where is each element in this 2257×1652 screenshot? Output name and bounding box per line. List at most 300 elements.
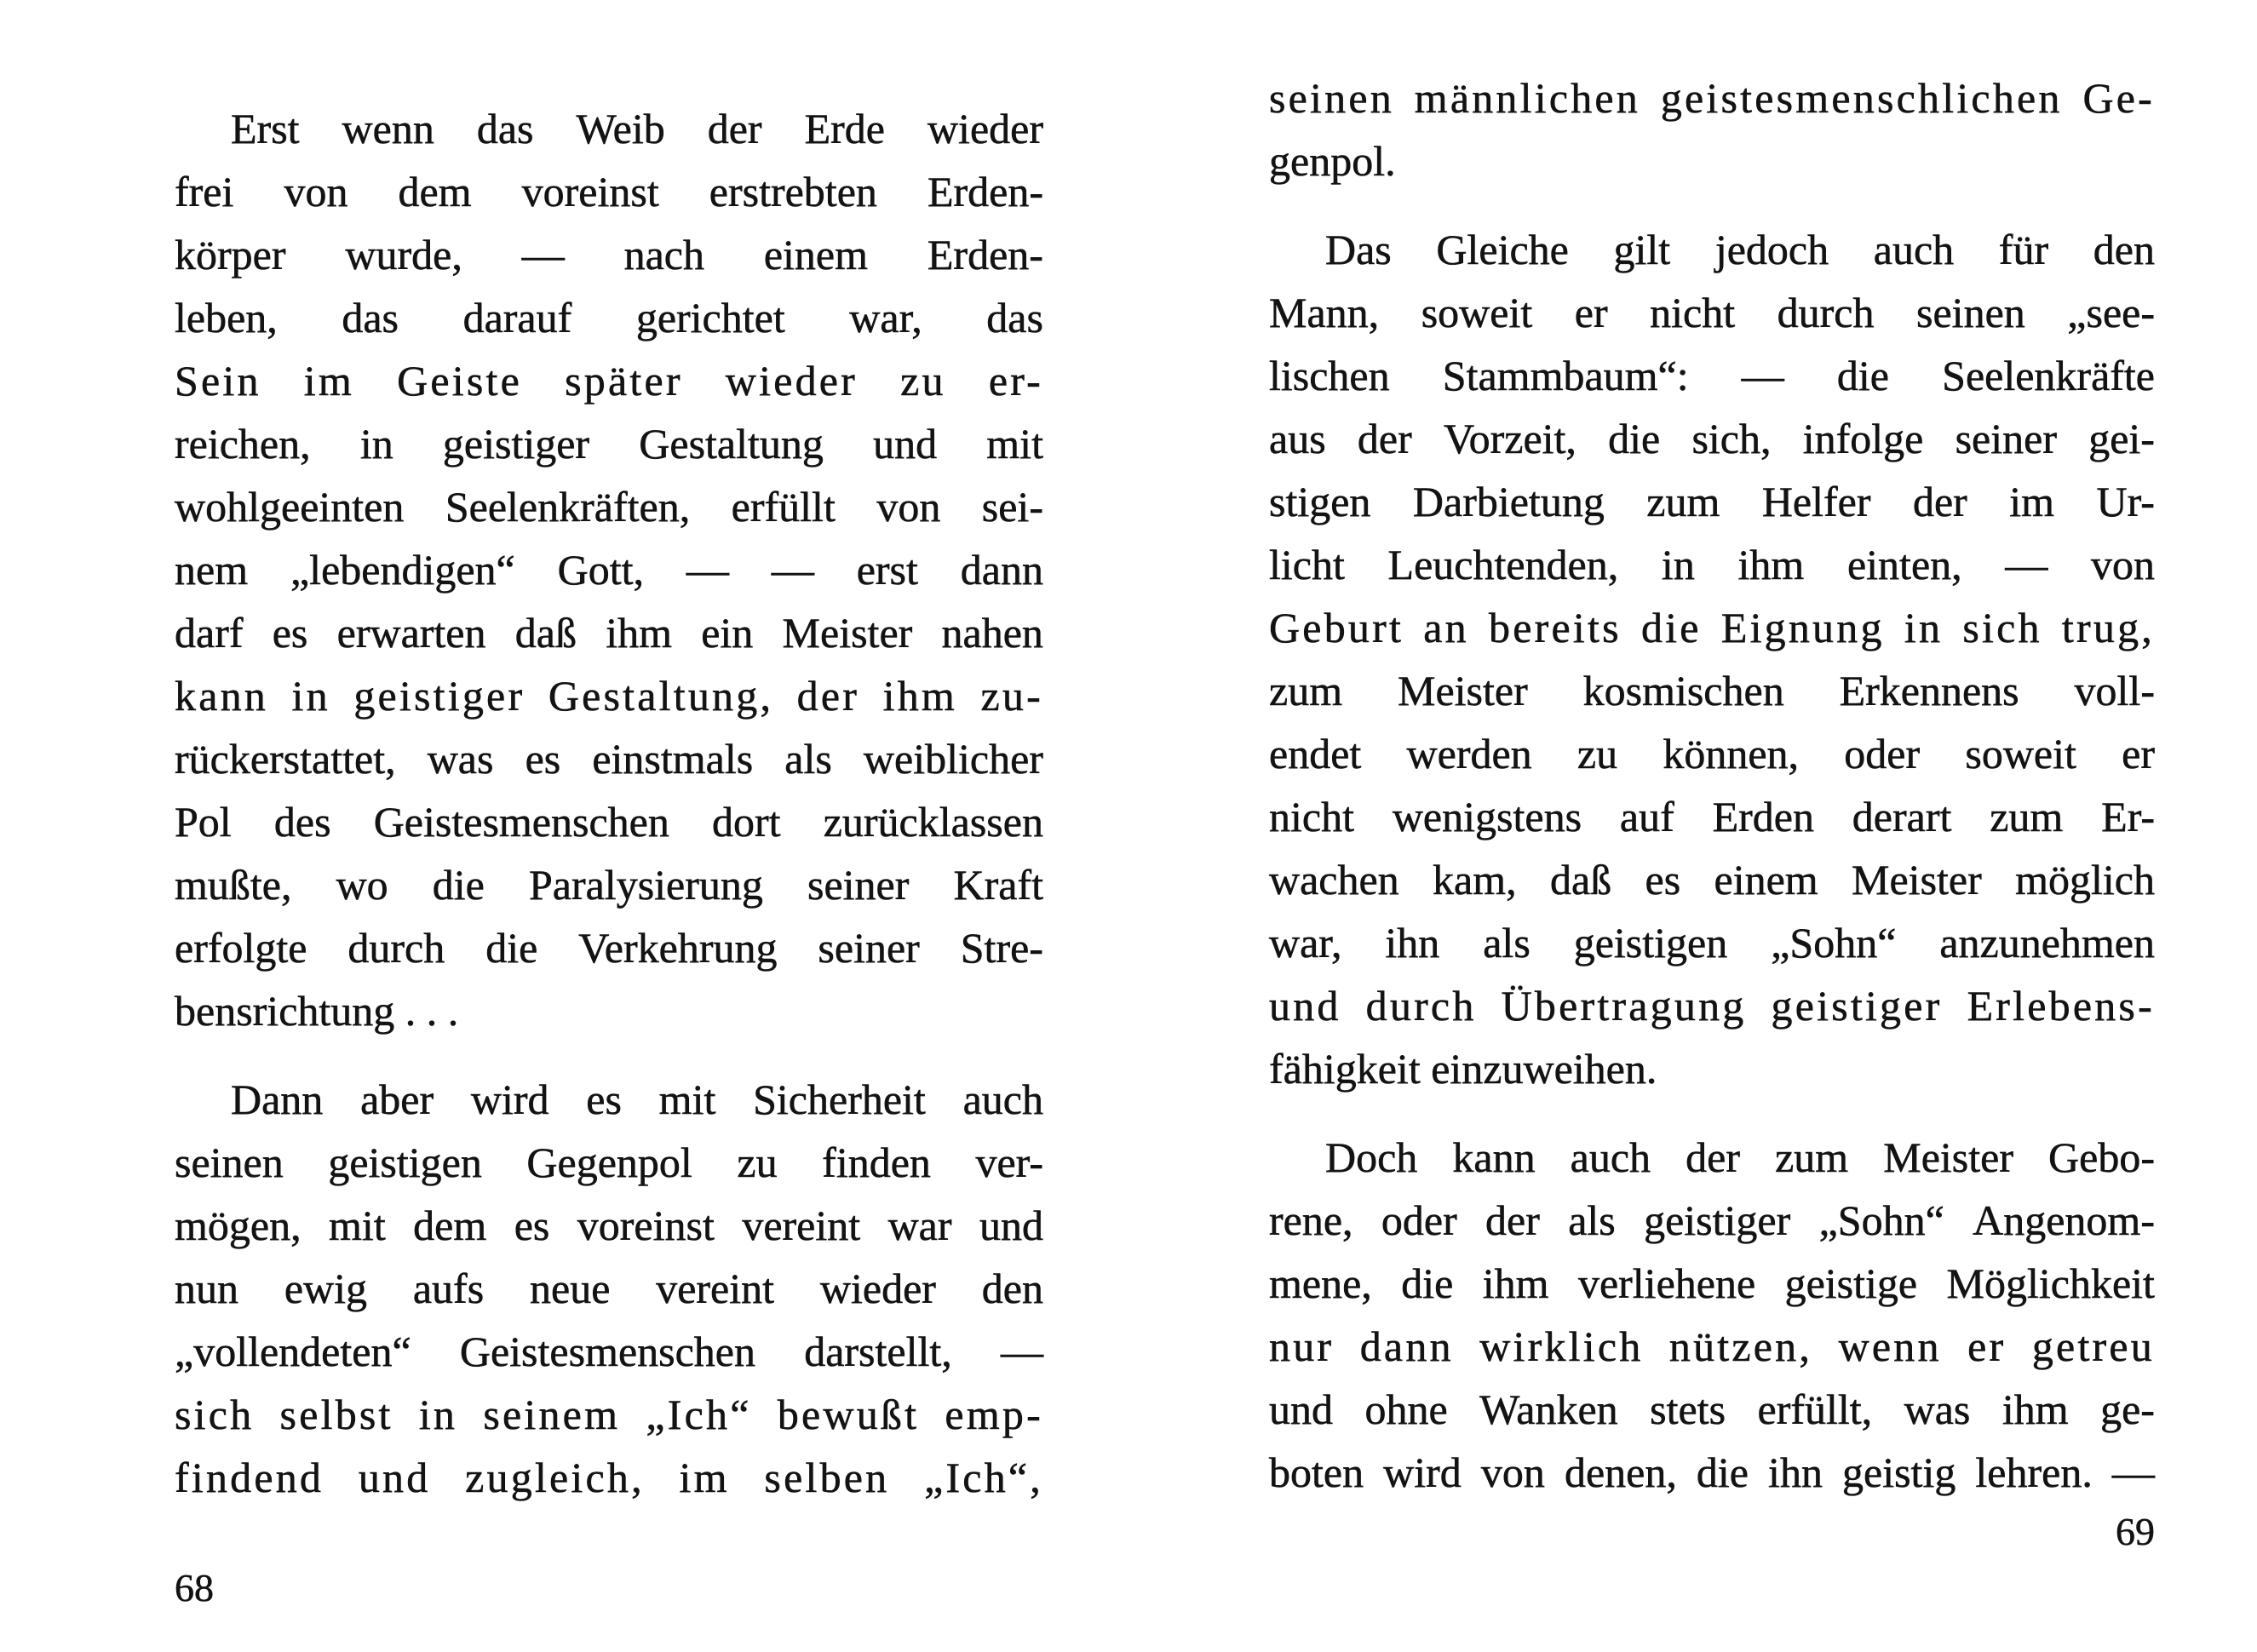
word: des — [273, 798, 331, 846]
word: neue — [530, 1265, 611, 1312]
word: aber — [360, 1076, 434, 1123]
word: der — [796, 672, 860, 720]
word: darauf — [462, 294, 572, 341]
word: weiblicher — [863, 735, 1043, 783]
word: — — [686, 546, 729, 594]
word: was — [1904, 1385, 1971, 1433]
word: oder — [1844, 730, 1921, 777]
word: Geiste — [397, 357, 523, 404]
word: geistiger — [1771, 982, 1943, 1030]
word: wenn — [1838, 1322, 1942, 1370]
word: boten — [1269, 1448, 1364, 1496]
word: zum — [1775, 1133, 1849, 1181]
word: „Ich“, — [924, 1454, 1043, 1501]
text-line — [175, 286, 1043, 349]
word: nahen — [941, 609, 1043, 657]
word: Doch — [1325, 1133, 1418, 1181]
word: Erden — [1712, 793, 1814, 840]
word: Geistesmenschen — [373, 798, 669, 846]
word: ihn — [1768, 1448, 1823, 1496]
word: Dann — [231, 1076, 324, 1123]
word: Meister — [782, 609, 913, 657]
text-line — [175, 1383, 1043, 1446]
word: von — [1480, 1448, 1545, 1496]
text-line — [175, 475, 1043, 538]
word: dort — [712, 798, 781, 846]
word: darstellt, — [804, 1328, 952, 1375]
word: Gestaltung, — [548, 672, 774, 720]
word: nun — [175, 1265, 238, 1312]
word: darf — [175, 609, 244, 657]
word: kosmischen — [1582, 667, 1784, 714]
word: geistiger — [353, 672, 525, 720]
word: Stre- — [960, 924, 1043, 972]
text-line — [175, 160, 1043, 223]
right-page-number: 69 — [2116, 1510, 2155, 1553]
word: und — [873, 420, 938, 467]
word: erwarten — [336, 609, 486, 657]
text-line — [175, 1068, 1043, 1131]
word: als — [1568, 1196, 1616, 1244]
word: Übertragung — [1501, 982, 1747, 1030]
word: stigen — [1269, 478, 1371, 525]
word: jedoch — [1714, 226, 1829, 273]
text-line — [175, 916, 1043, 979]
word: Mann, — [1269, 289, 1380, 336]
text-line — [1269, 1189, 2155, 1252]
paragraph — [1269, 1126, 2155, 1504]
word: Meister — [1397, 667, 1528, 714]
word: Eignung — [1720, 604, 1885, 651]
word: Erlebens- — [1967, 982, 2155, 1030]
word: soweit — [1421, 289, 1533, 336]
word: nicht — [1650, 289, 1736, 336]
word: erfolgte — [175, 924, 307, 972]
word: Ur- — [2096, 478, 2155, 525]
word: Sein — [175, 357, 261, 404]
word: kann — [1452, 1133, 1536, 1181]
word: ihm — [606, 609, 672, 657]
word: durch — [1777, 289, 1875, 336]
text-line — [1269, 1441, 2155, 1504]
word: — — [2111, 1448, 2155, 1496]
word: reichen, — [175, 420, 311, 467]
paragraph — [1269, 218, 2155, 1100]
word: voreinst — [577, 1202, 715, 1249]
word: zu — [900, 357, 946, 404]
word: erfüllt — [731, 483, 836, 531]
word: den — [981, 1265, 1043, 1312]
word: es — [514, 1202, 550, 1249]
word: bewußt — [777, 1391, 920, 1438]
text-line — [1269, 1252, 2155, 1315]
word: sich, — [1691, 415, 1772, 462]
word: Weib — [576, 105, 665, 152]
word: mit — [329, 1202, 386, 1249]
word: nach — [623, 231, 704, 278]
word: zu — [737, 1139, 778, 1186]
word: Ge- — [2082, 74, 2155, 122]
word: der — [1357, 415, 1412, 462]
word: seiner — [807, 861, 910, 909]
word: ver- — [975, 1139, 1043, 1186]
word: und — [1269, 1385, 1333, 1433]
word: wurde, — [345, 231, 462, 278]
word: gilt — [1613, 226, 1671, 273]
word: seinen — [175, 1139, 284, 1186]
word: gerichtet — [635, 294, 785, 341]
word: erst — [856, 546, 918, 594]
word: Kraft — [953, 861, 1043, 909]
word: zugleich, — [465, 1454, 645, 1501]
word: und — [979, 1202, 1043, 1249]
word: daß — [514, 609, 577, 657]
text-line — [175, 664, 1043, 727]
word: Seelenkräfte — [1942, 352, 2155, 399]
word: kann — [175, 672, 268, 720]
text-line — [1269, 848, 2155, 911]
word: Pol — [175, 798, 232, 846]
word: Angenom- — [1973, 1196, 2155, 1244]
word: mit — [986, 420, 1043, 467]
word: war, — [1269, 919, 1342, 967]
word: er — [1574, 289, 1608, 336]
word: von — [2090, 541, 2155, 588]
word: emp- — [945, 1391, 1043, 1438]
word: später — [565, 357, 683, 404]
word: wird — [1383, 1448, 1462, 1496]
text-line — [175, 1446, 1043, 1509]
word: Seelenkräften, — [445, 483, 691, 531]
word: durch — [1365, 982, 1477, 1030]
word: finden — [822, 1139, 931, 1186]
word: als — [784, 735, 832, 783]
word: lehren. — [1975, 1448, 2093, 1496]
word: ihm — [882, 672, 958, 720]
word: im — [2009, 478, 2055, 525]
word: wohlgeeinten — [175, 483, 405, 531]
word: wo — [336, 861, 388, 909]
word: „Ich“ — [646, 1391, 752, 1438]
word: durch — [347, 924, 445, 972]
word: es — [272, 609, 308, 657]
word: in — [359, 420, 393, 467]
word: Geburt — [1269, 604, 1404, 651]
word: Gestaltung — [639, 420, 824, 467]
word: er- — [988, 357, 1043, 404]
word: ihm — [1482, 1259, 1549, 1307]
word: er — [2122, 730, 2155, 777]
word: auch — [962, 1076, 1043, 1123]
word: einstmals — [592, 735, 754, 783]
word: geistig — [1842, 1448, 1956, 1496]
word: „vollendeten“ — [175, 1328, 411, 1375]
word: denen, — [1564, 1448, 1677, 1496]
text-line — [1269, 218, 2155, 281]
word: mene, — [1269, 1259, 1372, 1307]
word: infolge — [1802, 415, 1924, 462]
text-line — [1269, 470, 2155, 533]
word: „Sohn“ — [1818, 1196, 1944, 1244]
text-line — [1269, 722, 2155, 785]
word: geistige — [1784, 1259, 1918, 1307]
word: auf — [1619, 793, 1674, 840]
word: in — [291, 672, 330, 720]
word: seiner — [818, 924, 920, 972]
word: daß — [1549, 856, 1612, 903]
word: der — [1686, 1133, 1740, 1181]
word: Gebo- — [2048, 1133, 2155, 1181]
word: sich — [175, 1391, 255, 1438]
word: geistiger — [442, 420, 590, 467]
word: „see- — [2067, 289, 2155, 336]
word: trug, — [2061, 604, 2155, 651]
text-line — [1269, 533, 2155, 596]
word: Möglichkeit — [1946, 1259, 2155, 1307]
text-line — [1269, 407, 2155, 470]
text-line — [1269, 785, 2155, 848]
word: ihm — [1737, 541, 1805, 588]
word: wieder — [927, 105, 1043, 152]
word: im — [303, 357, 354, 404]
word: frei — [175, 168, 234, 215]
word: auch — [1570, 1133, 1651, 1181]
word: der — [707, 105, 762, 152]
word: körper — [175, 231, 286, 278]
word: Gleiche — [1436, 226, 1569, 273]
word: wieder — [725, 357, 859, 404]
word: wieder — [819, 1265, 936, 1312]
word: „lebendigen“ — [290, 546, 515, 594]
word: zu- — [980, 672, 1043, 720]
word: einten, — [1846, 541, 1962, 588]
word: das — [986, 294, 1043, 341]
word: die — [1696, 1448, 1749, 1496]
text-line — [1269, 659, 2155, 722]
text-line — [1269, 66, 2155, 129]
word: kam, — [1433, 856, 1517, 903]
word: — — [1000, 1328, 1043, 1375]
word: auch — [1873, 226, 1955, 273]
word: gei- — [2088, 415, 2155, 462]
word: wenigstens — [1392, 793, 1582, 840]
text-line: fähigkeit einzuweihen. — [1269, 1045, 1657, 1093]
word: und — [1269, 982, 1341, 1030]
word: Gegenpol — [526, 1139, 692, 1186]
word: seinem — [483, 1391, 621, 1438]
word: nützen, — [1668, 1322, 1813, 1370]
word: Meister — [1883, 1133, 2013, 1181]
text-line — [1269, 1378, 2155, 1441]
word: er — [1967, 1322, 2007, 1370]
word: als — [1483, 919, 1531, 967]
word: Meister — [1852, 856, 1982, 903]
word: zu — [1576, 730, 1618, 777]
word: männlichen — [1414, 74, 1641, 122]
word: dem — [398, 168, 472, 215]
word: im — [679, 1454, 730, 1501]
word: ewig — [284, 1265, 368, 1312]
word: Wanken — [1479, 1385, 1618, 1433]
word: zurücklassen — [823, 798, 1043, 846]
word: in — [1661, 541, 1695, 588]
word: die — [1640, 604, 1702, 651]
paragraph — [175, 97, 1043, 1042]
word: Stammbaum“: — [1442, 352, 1689, 399]
text-line — [175, 1320, 1043, 1383]
word: erfüllt, — [1757, 1385, 1873, 1433]
text-line — [1269, 596, 2155, 659]
word: Erkennens — [1839, 667, 2019, 714]
text-line — [1269, 911, 2155, 974]
word: seinen — [1269, 74, 1394, 122]
word: für — [1998, 226, 2049, 273]
word: licht — [1269, 541, 1345, 588]
word: rene, — [1269, 1196, 1353, 1244]
word: einem — [1714, 856, 1818, 903]
word: das — [476, 105, 534, 152]
text-line — [1269, 344, 2155, 407]
word: es — [525, 735, 561, 783]
word: findend — [175, 1454, 324, 1501]
word: stets — [1650, 1385, 1726, 1433]
word: ihm — [2001, 1385, 2069, 1433]
word: geistesmenschlichen — [1660, 74, 2063, 122]
word: sei- — [981, 483, 1043, 531]
word: Erden- — [927, 168, 1043, 215]
word: die — [1401, 1259, 1454, 1307]
word: aus — [1269, 415, 1326, 462]
word: vereint — [656, 1265, 775, 1312]
word: leben, — [175, 294, 278, 341]
word: geistigen — [1573, 919, 1728, 967]
word: oder — [1381, 1196, 1457, 1244]
text-line — [175, 349, 1043, 412]
word: ihn — [1385, 919, 1440, 967]
word: ohne — [1364, 1385, 1448, 1433]
word: seinen — [1916, 289, 2025, 336]
word: — — [2005, 541, 2048, 588]
word: Vorzeit, — [1443, 415, 1576, 462]
word: die — [432, 861, 485, 909]
word: der — [1485, 1196, 1540, 1244]
word: was — [427, 735, 494, 783]
word: das — [342, 294, 399, 341]
word: in — [1904, 604, 1944, 651]
word: lischen — [1269, 352, 1390, 399]
word: nur — [1269, 1322, 1335, 1370]
text-line — [175, 727, 1043, 790]
word: bereits — [1489, 604, 1622, 651]
text-line — [175, 223, 1043, 286]
word: die — [485, 924, 538, 972]
word: selben — [764, 1454, 890, 1501]
word: anzunehmen — [1939, 919, 2155, 967]
word: rückerstattet, — [175, 735, 396, 783]
word: wachen — [1269, 856, 1399, 903]
word: an — [1423, 604, 1469, 651]
word: können, — [1663, 730, 1800, 777]
paragraph — [1269, 66, 2155, 192]
word: werden — [1406, 730, 1532, 777]
text-line — [1269, 974, 2155, 1037]
word: war — [887, 1202, 952, 1249]
word: — — [521, 231, 565, 278]
word: vereint — [742, 1202, 861, 1249]
word: selbst — [279, 1391, 393, 1438]
text-line — [175, 538, 1043, 601]
word: nicht — [1269, 793, 1354, 840]
word: mußte, — [175, 861, 292, 909]
left-page-text-block — [175, 97, 1043, 1509]
word: einem — [763, 231, 869, 278]
word: von — [284, 168, 348, 215]
word: mögen, — [175, 1202, 302, 1249]
word: endet — [1269, 730, 1362, 777]
word: dann — [960, 546, 1043, 594]
word: wirklich — [1479, 1322, 1644, 1370]
word: es — [586, 1076, 622, 1123]
word: getreu — [2031, 1322, 2155, 1370]
word: und — [358, 1454, 431, 1501]
word: Leuchtenden, — [1387, 541, 1619, 588]
right-page-text-block — [1269, 66, 2155, 1504]
word: wird — [470, 1076, 549, 1123]
word: in — [418, 1391, 458, 1438]
word: sich — [1962, 604, 2042, 651]
word: es — [1645, 856, 1681, 903]
word: war, — [849, 294, 922, 341]
paragraph — [175, 1068, 1043, 1509]
text-line — [175, 601, 1043, 664]
word: — — [771, 546, 814, 594]
word: Darbietung — [1412, 478, 1605, 525]
word: Erde — [804, 105, 885, 152]
word: verliehene — [1577, 1259, 1756, 1307]
word: mit — [658, 1076, 716, 1123]
word: ein — [701, 609, 754, 657]
text-line — [175, 97, 1043, 160]
word: soweit — [1965, 730, 2076, 777]
word: zum — [1646, 478, 1720, 525]
text-line — [175, 1194, 1043, 1257]
word: die — [1608, 415, 1661, 462]
text-line — [175, 412, 1043, 475]
word: die — [1836, 352, 1889, 399]
left-page-number: 68 — [175, 1566, 214, 1609]
word: wenn — [342, 105, 434, 152]
word: Erden- — [927, 231, 1043, 278]
text-line — [175, 1131, 1043, 1194]
text-line — [1269, 1315, 2155, 1378]
word: geistiger — [1644, 1196, 1791, 1244]
word: erstrebten — [709, 168, 877, 215]
word: derart — [1852, 793, 1952, 840]
word: zum — [1990, 793, 2064, 840]
word: — — [1741, 352, 1784, 399]
word: möglich — [2015, 856, 2155, 903]
text-line: genpol. — [1269, 137, 1396, 185]
word: ge- — [2100, 1385, 2155, 1433]
word: von — [876, 483, 941, 531]
text-line — [175, 1257, 1043, 1320]
word: voll- — [2074, 667, 2155, 714]
word: aufs — [412, 1265, 485, 1312]
word: „Sohn“ — [1771, 919, 1897, 967]
word: dann — [1359, 1322, 1454, 1370]
text-line — [175, 790, 1043, 853]
word: nem — [175, 546, 249, 594]
